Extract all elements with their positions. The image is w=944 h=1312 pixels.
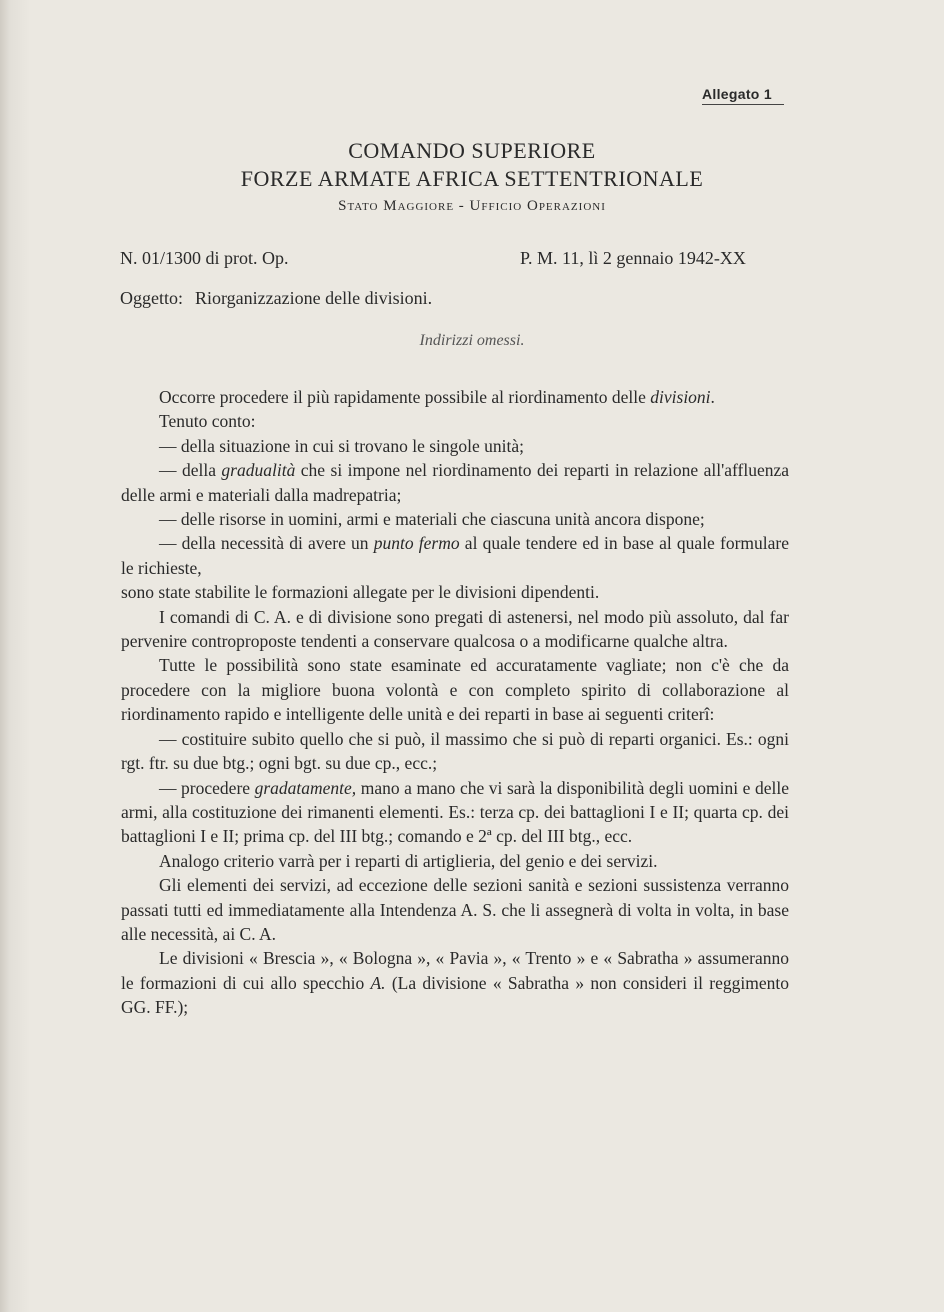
paragraph-criteria: Tutte le possibilità sono state esaminate ed accuratamente vagliate; non c'è che da procedere con la migliore buona volontà e con completo spirito di collaborazione al riordinamento rapido e intelligente delle unità e dei reparti in base ai seguenti criterî: (121, 655, 789, 725)
subject-line (120, 288, 432, 309)
item-emphasis: gradualità (221, 460, 296, 481)
place-date: P. M. 11, lì 2 gennaio 1942-XX (520, 248, 746, 268)
intro-end: . (710, 387, 715, 407)
item-text: — della necessità di avere un (159, 533, 374, 554)
item-text: — procedere (159, 777, 255, 798)
letter-body (121, 385, 789, 1020)
paragraph-considering: Tenuto conto: (159, 411, 256, 432)
paragraph-intro (121, 385, 789, 409)
header-office: Stato Maggiore - Ufficio Operazioni (338, 198, 606, 214)
item-emphasis: gradatamente, (254, 777, 357, 798)
list-item (121, 776, 789, 849)
addressees-note: Indirizzi omessi. (419, 332, 525, 349)
item-text: che si impone nel riordinamento dei reparti in relazione all'affluenza delle armi e materiali dalla madrepatria; (121, 460, 789, 505)
paragraph-artillery: Analogo criterio varrà per i reparti di artiglieria, del genio e dei servizi. (159, 850, 658, 871)
item-text: al quale tendere ed in base al quale formulare le richieste, (121, 533, 789, 578)
item-text: mano a mano che vi sarà la disponibilità degli uomini e delle armi, alla costituzione dei rimanenti elementi. Es.: terza cp. dei battaglioni I e II; quarta cp. dei battaglioni I e II; prima cp. del III btg.; comando e 2ª cp. del III btg., ecc. (121, 777, 789, 847)
subject-label: Oggetto: (120, 288, 183, 308)
list-item: — costituire subito quello che si può, il massimo che si può di reparti organici. Es.: ogni rgt. ftr. su due btg.; ogni bgt. su due cp., ecc.; (121, 728, 789, 774)
header-command: COMANDO SUPERIORE (348, 138, 596, 163)
paragraph-formations: sono state stabilite le formazioni allegate per le divisioni dipendenti. (121, 582, 600, 603)
list-item (121, 458, 789, 507)
divisions-text: Le divisioni « Brescia », « Bologna », « Pavia », « Trento » e « Sabratha » assumeranno le formazioni di cui allo specchio (121, 948, 789, 993)
intro-emphasis: divisioni (650, 387, 711, 407)
protocol-number: N. 01/1300 di prot. Op. (120, 248, 289, 268)
divisions-emphasis: A. (370, 972, 386, 993)
item-text: — della (159, 460, 222, 481)
list-item: — delle risorse in uomini, armi e materiali che ciascuna unità ancora dispone; (159, 509, 705, 530)
list-item (121, 531, 789, 580)
list-item: — della situazione in cui si trovano le singole unità; (159, 435, 524, 456)
paragraph-divisions (121, 946, 789, 1019)
paragraph-services: Gli elementi dei servizi, ad eccezione delle sezioni sanità e sezioni sussistenza verranno passati tutti ed immediatamente alla Intendenza A. S. che li assegnerà di volta in volta, in base alle necessità, ai C. A. (121, 875, 789, 944)
intro-text: Occorre procedere il più rapidamente possibile al riordinamento delle (159, 387, 651, 407)
annex-label: Allegato 1 (702, 86, 784, 105)
item-emphasis: punto fermo (373, 533, 460, 554)
paragraph-commands: I comandi di C. A. e di divisione sono pregati di astenersi, nel modo più assoluto, dal far pervenire controproposte tendenti a conservare qualcosa o a modificarne qualche altra. (121, 606, 789, 652)
header-forces: FORZE ARMATE AFRICA SETTENTRIONALE (240, 166, 704, 191)
divisions-text: (La divisione « Sabratha » non consideri il reggimento GG. FF.); (121, 972, 789, 1018)
subject-text: Riorganizzazione delle divisioni. (195, 288, 433, 308)
